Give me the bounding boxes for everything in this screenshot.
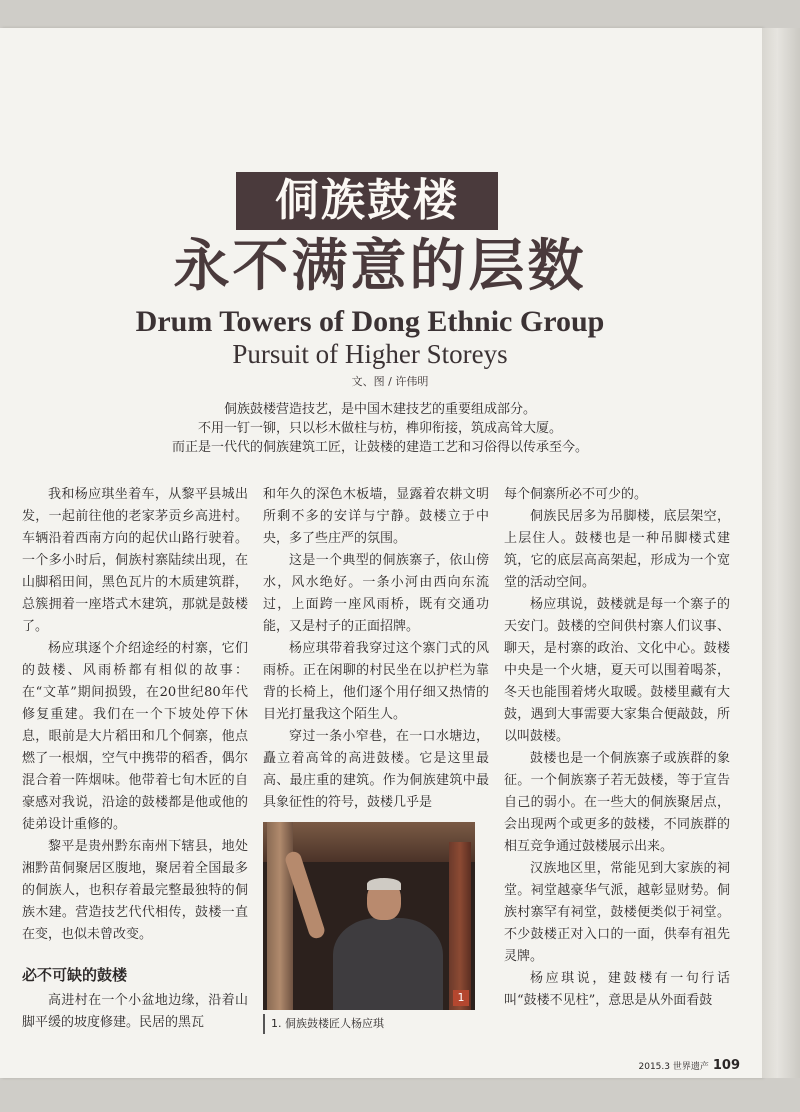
body-paragraph: 杨应琪说，鼓楼就是每一个寨子的天安门。鼓楼的空间供村寨人们议事、聊天，是村寨的政治、文化中心。鼓楼中央是一个火塘，夏天可以围着喝茶，冬天也能围着烤火取暖。鼓楼里藏有大鼓，遇到大事需要大家集合便敲鼓，所以叫鼓楼。 [504,597,730,744]
title-cn-line2: 永不满意的层数 [173,234,587,299]
section-heading: 必不可缺的鼓楼 [22,966,128,984]
byline: 文、图 / 许伟明 [351,375,429,388]
text-column-2 [263,484,489,814]
body-paragraph: 汉族地区里，常能见到大家族的祠堂。祠堂越豪华气派，越彰显财势。侗族村寨罕有祠堂，鼓楼便类似于祠堂。不少鼓楼正对入口的一面，供奉有祖先灵牌。 [504,861,730,964]
lead-line: 不用一钉一铆，只以杉木做柱与枋，榫卯衔接，筑成高耸大厦。 [197,421,562,436]
issue-label: 2015.3 世界遗产 [638,1062,709,1072]
lead-line: 而正是一代代的侗族建筑工匠，让鼓楼的建造工艺和习俗得以传承至今。 [171,440,588,455]
text-column-3 [504,484,730,1044]
page-footer [630,1058,740,1074]
photo-pillar-red [449,842,471,1010]
body-paragraph: 鼓楼也是一个侗族寨子或族群的象征。一个侗族寨子若无鼓楼，等于宣告自己的弱小。在一些大的侗族聚居点，会出现两个或更多的鼓楼，不同族群的相互竞争通过鼓楼展示出来。 [504,751,730,854]
photo-pillar [267,822,293,1010]
body-paragraph: 高进村在一个小盆地边缘，沿着山脚平缓的坡度修建。民居的黑瓦 [22,993,248,1030]
body-paragraph: 杨应琪逐个介绍途经的村寨，它们的鼓楼、风雨桥都有相似的故事：在“文革”期间损毁，在20世纪80年代修复重建。我们在一个下坡处停下休息，眼前是大片稻田和几个侗寨，他点燃了一根烟，空气中携带的稻香，偶尔混合着一阵烟味。他带着七旬木匠的自豪感对我说，沿途的鼓楼都是他或他的徒弟设计重修的。 [22,641,248,832]
body-paragraph: 侗族民居多为吊脚楼，底层架空，上层住人。鼓楼也是一种吊脚楼式建筑，它的底层高高架起，形成为一个宽堂的活动空间。 [504,509,730,590]
photo-caption: 1. 侗族鼓楼匠人杨应琪 [263,1014,475,1034]
body-paragraph: 穿过一条小窄巷，在一口水塘边，矗立着高耸的高进鼓楼。它是这里最高、最庄重的建筑。作为侗族建筑中最具象征性的符号，鼓楼几乎是 [263,729,489,810]
photo-hair [367,878,401,890]
title-en-line1: Drum Towers of Dong Ethnic Group [135,305,605,338]
craftsman-photo [263,822,475,1010]
body-paragraph: 和年久的深色木板墙，显露着农耕文明所剩不多的安详与宁静。鼓楼立于中央，多了些庄严的氛围。 [263,487,489,546]
body-paragraph: 这是一个典型的侗族寨子，依山傍水，风水绝好。一条小河由西向东流过，上面跨一座风雨桥，既有交通功能，又是村子的正面招牌。 [263,553,489,634]
body-paragraph: 杨应琪说，建鼓楼有一句行话叫“鼓楼不见柱”，意思是从外面看鼓 [504,971,730,1008]
body-paragraph: 杨应琪带着我穿过这个寨门式的风雨桥。正在闲聊的村民坐在以护栏为靠背的长椅上，他们逐个用仔细又热情的目光打量我这个陌生人。 [263,641,489,722]
page-number: 109 [712,1058,740,1073]
page-edge [762,28,800,1078]
photo-figure [333,918,443,1010]
body-paragraph: 我和杨应琪坐着车，从黎平县城出发，一起前往他的老家茅贡乡高进村。车辆沿着西南方向的起伏山路行驶着。一个多小时后，侗族村寨陆续出现，在山脚稻田间，黑色瓦片的木质建筑群，总簇拥着一座塔式木建筑，那就是鼓楼了。 [22,487,248,634]
lead-paragraph [130,400,630,457]
text-column-1 [22,484,248,1044]
photo-number: 1 [453,990,469,1006]
title-en-line2: Pursuit of Higher Storeys [232,339,508,369]
title-cn-line1: 侗族鼓楼 [236,172,498,230]
lead-line: 侗族鼓楼营造技艺，是中国木建技艺的重要组成部分。 [223,402,536,417]
body-paragraph: 每个侗寨所必不可少的。 [504,487,648,502]
body-paragraph: 黎平是贵州黔东南州下辖县，地处湘黔苗侗聚居区腹地，聚居着全国最多的侗族人，也积存着最完整最独特的侗族木建。营造技艺代代相传，鼓楼一直在变，也似未曾改变。 [22,839,248,942]
